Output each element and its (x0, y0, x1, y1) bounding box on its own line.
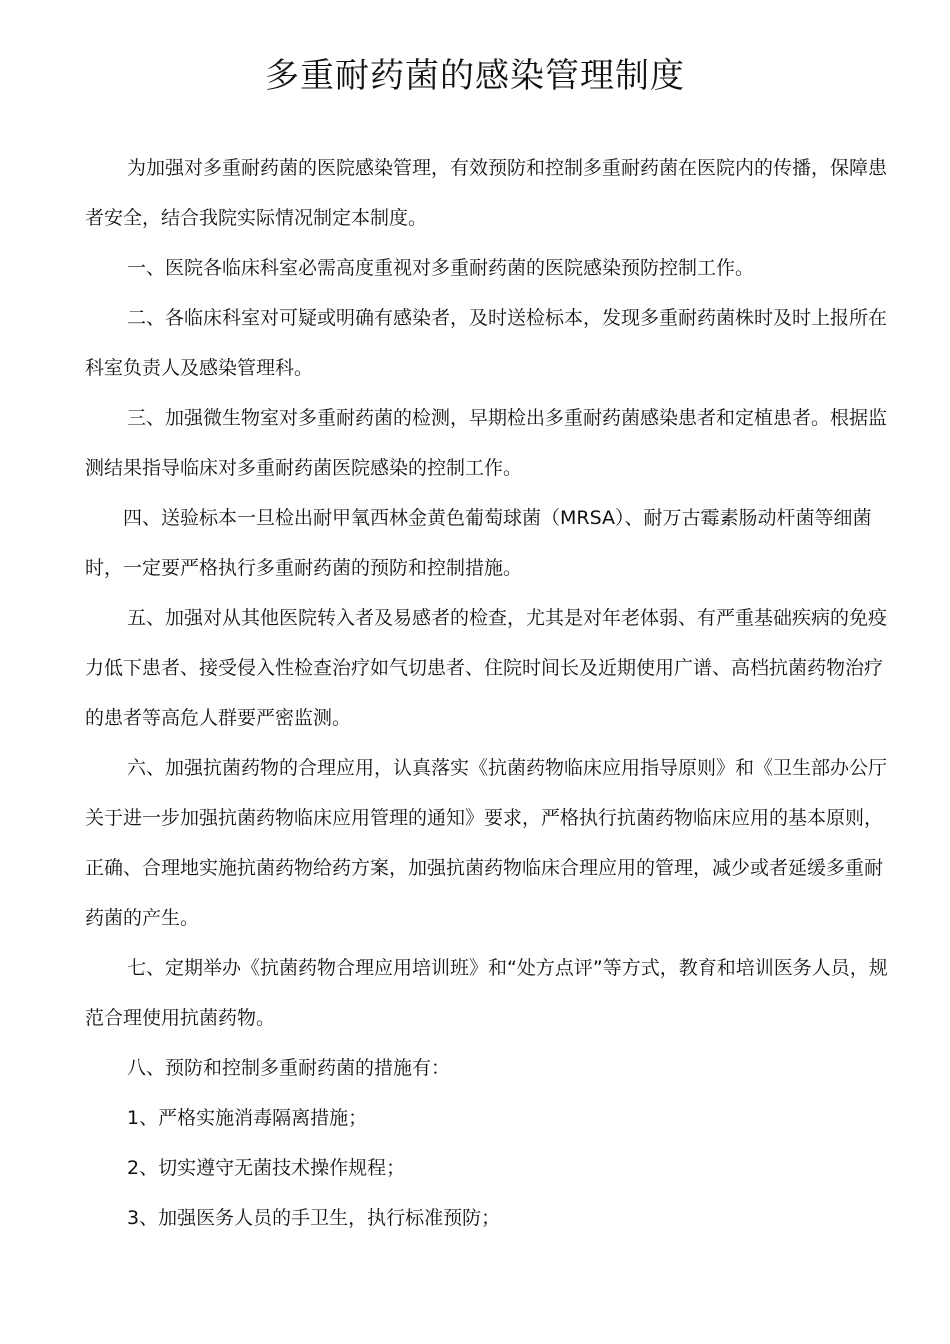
document-body (85, 143, 900, 1243)
measure-item-2: 2、切实遵守无菌技术操作规程； (127, 1157, 406, 1179)
intro-paragraph: 为加强对多重耐药菌的医院感染管理，有效预防和控制多重耐药菌在医院内的传播，保障患者安全，结合我院实际情况制定本制度。 (85, 157, 888, 229)
measure-item-1: 1、严格实施消毒隔离措施； (127, 1107, 368, 1129)
rule-8-paragraph: 八、预防和控制多重耐药菌的措施有： (127, 1057, 451, 1079)
rule-2-paragraph: 二、各临床科室对可疑或明确有感染者，及时送检标本，发现多重耐药菌株时及时上报所在科室负责人及感染管理科。 (85, 307, 888, 379)
measure-item-3: 3、加强医务人员的手卫生，执行标准预防； (127, 1207, 501, 1229)
rule-7-paragraph: 七、定期举办《抗菌药物合理应用培训班》和“处方点评”等方式，教育和培训医务人员，规范合理使用抗菌药物。 (85, 957, 888, 1029)
rule-3-paragraph: 三、加强微生物室对多重耐药菌的检测，早期检出多重耐药菌感染患者和定植患者。根据监测结果指导临床对多重耐药菌医院感染的控制工作。 (85, 407, 888, 479)
rule-4-paragraph: 四、送验标本一旦检出耐甲氧西林金黄色葡萄球菌（MRSA）、耐万古霉素肠动杆菌等细菌时，一定要严格执行多重耐药菌的预防和控制措施。 (85, 507, 872, 579)
rule-1-paragraph: 一、医院各临床科室必需高度重视对多重耐药菌的医院感染预防控制工作。 (127, 257, 755, 279)
document-title: 多重耐药菌的感染管理制度 (265, 56, 685, 96)
rule-5-paragraph: 五、加强对从其他医院转入者及易感者的检查，尤其是对年老体弱、有严重基础疾病的免疫力低下患者、接受侵入性检查治疗如气切患者、住院时间长及近期使用广谱、高档抗菌药物治疗的患者等高危人群要严密监测。 (85, 607, 888, 729)
rule-6-paragraph: 六、加强抗菌药物的合理应用，认真落实《抗菌药物临床应用指导原则》和《卫生部办公厅关于进一步加强抗菌药物临床应用管理的通知》要求，严格执行抗菌药物临床应用的基本原则，正确、合理地实施抗菌药物给药方案，加强抗菌药物临床合理应用的管理，减少或者延缓多重耐药菌的产生。 (85, 757, 888, 929)
